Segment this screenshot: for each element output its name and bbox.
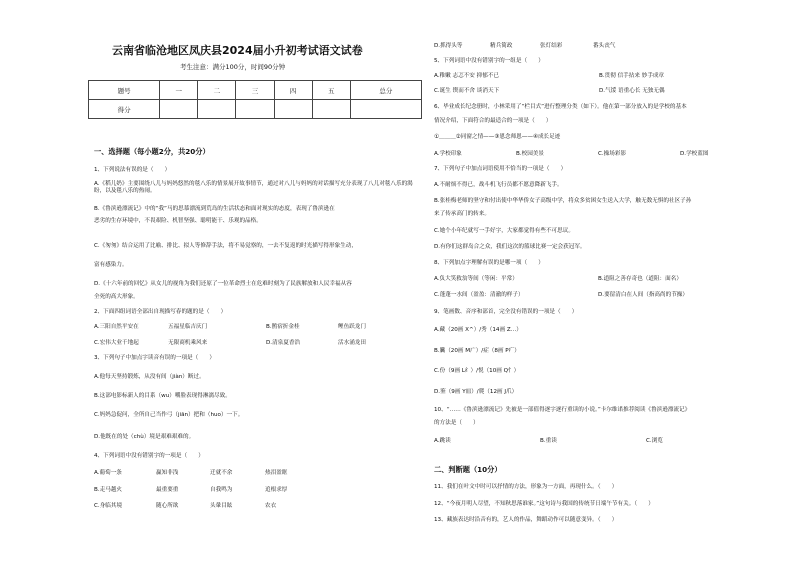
question-7-option-b: B.张桂梅老师的坚守和付出使中华华侨女子高级中学，将众多贫困女生送入大学，触无数无惧的社区子孙 [434, 198, 692, 204]
option: B.鹊宿折金桂 [266, 324, 300, 330]
question-12: 12、“今夜月明人尽望，不知秋思落谁家。”这句诗与我国的传统节日端午节有关。（ ） [434, 501, 654, 507]
option: 五福星临吉庆门 [168, 324, 208, 330]
question-4-options-row [94, 470, 287, 477]
question-10: 10、“……《鲁滨逊漂流记》先被是一部值得逐字逐行重读的小说。”卡尔维诺推荐阅读《鲁滨逊漂流记》 [434, 407, 691, 413]
question-7-option-b-cont: 来了传承高门的转来。 [434, 211, 490, 217]
question-8-options-row [434, 276, 682, 283]
option: 随心所欲 [156, 503, 179, 509]
question-1-option-b-cont: 恶劣的生存环境中，不畏艰险、机智坚强、聪明能干、乐观的品格。 [94, 218, 262, 224]
option: D.学校蓝图 [680, 151, 709, 157]
option: D.抓得头等 [434, 43, 463, 49]
question-1-option-d: D.《十六年前的回忆》从女儿的视角为我们还原了一位革命烈士在危难时刻为了民族解放和人民幸福从容 [94, 281, 352, 287]
option: C.操场彩影 [598, 151, 627, 157]
score-input-cell[interactable] [274, 100, 312, 119]
question-9-option-a: A.藏（20画 X^）/秀（14画 Z…） [434, 327, 522, 333]
option: 张灯结彩 [540, 43, 563, 49]
question-4-options-row [94, 503, 276, 510]
question-7-option-a: A.不耐烦不得已，战斗机飞行员都不愿意降新飞手。 [434, 182, 563, 188]
option: A.三阳自然平安在 [94, 324, 139, 330]
question-4-option-d-row [434, 43, 615, 50]
question-9-option-d: D.鉴（9画 Y皿）/爬（12画 J爪） [434, 389, 518, 395]
question-1-option-c-cont: 富有感染力。 [94, 262, 128, 268]
option: B.道阻之善存奇也（道阻：面名） [598, 276, 682, 282]
score-table-cell: 五 [312, 81, 350, 100]
score-input-cell[interactable] [160, 100, 198, 119]
score-table-cell: 二 [198, 81, 236, 100]
question-3: 3、下列句子中加点字读音有误的一项是（ ） [94, 355, 216, 361]
question-3-option-c: C.妈妈急促问，全所自己当作弓（jiān）把和（huo）一下。 [94, 412, 244, 418]
question-9-option-c: C.份（9画 L纟）/悦（10画 Q忄） [434, 368, 520, 374]
option: A.葡萄一条 [94, 470, 122, 476]
score-input-cell[interactable] [198, 100, 236, 119]
question-1-option-c: C.《匆匆》结合运用了比喻、排比、拟人等修辞手法，将不易觉察的，一去不复返的时光描写得形象生动， [94, 243, 357, 249]
option: A.稚嫩 志忑不安 抑郁不已 [434, 73, 500, 79]
score-input-cell[interactable] [350, 100, 421, 119]
score-table-score-row [89, 100, 422, 119]
question-1-option-a: A.《稻儿奶》主要围绕八儿与妈妈悠然的毯八乐的情景展开故事情节，通过对八儿与妈妈的对话描写充分表现了八儿对毯八乐的渴盼，以及毯八乐的热闹。 [94, 181, 413, 194]
score-table-row-label: 得分 [89, 100, 160, 119]
option: B.贯彻 信手拈来 妙手成章 [599, 73, 665, 79]
option: 赢知非浅 [156, 470, 179, 476]
question-6-cont: 情况介绍，下面符合的最适合的一项是（ ） [434, 118, 552, 124]
score-table [88, 80, 422, 119]
question-10-options-row [434, 438, 663, 445]
score-table-header-row [89, 81, 422, 100]
question-3-option-d: D.他既在的处（chù）境是艰难艰难的。 [94, 434, 195, 440]
question-8-options-row [434, 292, 688, 299]
option: 鲤鱼跃龙门 [338, 324, 366, 330]
section-heading-judgement: 二、判断题（10分） [434, 465, 502, 474]
option: A.跳读 [434, 438, 451, 444]
option: 无限商机乘风来 [168, 340, 208, 346]
exam-title: 云南省临沧地区凤庆县2024届小升初考试语文试卷 [112, 44, 363, 57]
option: 迁就不余 [210, 470, 233, 476]
question-13: 13、藏族表达时沿音有的，艺人的作品，舞蹈动作可以随意变异。（ ） [434, 517, 618, 523]
question-9: 9、笔画数、音序和部首，完全没有错误的一项是（ ） [434, 309, 578, 315]
option: C.蓬蓬一水间（盈盈：清澈的样子） [434, 292, 524, 298]
question-5: 5、下列词语中没有错别字的一组是（ ） [434, 58, 544, 64]
section-heading-choice: 一、选择题（每小题2分，共20分） [94, 147, 210, 156]
question-4-options-row [94, 487, 287, 494]
question-3-option-b: B.这部电影标新人的目系（wu）嚼脸表现得淋漓尽致。 [94, 393, 231, 399]
question-10-cont: 的方法是（ ） [434, 420, 479, 426]
question-11: 11、我们在叶文中时可以抒情的方法，形象为一方面，再现什么。（ ） [434, 484, 618, 490]
option: 热泪盈眶 [265, 470, 288, 476]
option: 农衣 [265, 503, 277, 509]
score-table-cell: 一 [160, 81, 198, 100]
option: C.宏伟大业千地起 [94, 340, 139, 346]
option: A.学校印象 [434, 151, 462, 157]
question-4: 4、下列词语中没有错别字的一项是（ ） [94, 453, 204, 459]
option: D.清泉夏香浩 [266, 340, 301, 346]
question-6-outline: ①＿＿＿②同窗之情——③恩念师恩——④成长足迹 [434, 134, 561, 140]
question-8: 8、下列加点字理解有误的是哪一项（ ） [434, 260, 544, 266]
option: B.重读 [540, 438, 557, 444]
score-input-cell[interactable] [236, 100, 274, 119]
option: 头暈目眩 [210, 503, 233, 509]
question-2-options-row [94, 340, 366, 347]
option: 最重要重 [156, 487, 179, 493]
question-7: 7、下列句子中加点词语使用不恰当的一项是（ ） [434, 166, 567, 172]
option: B.校园美景 [516, 151, 544, 157]
question-6-options-row [434, 151, 708, 158]
option: 番头丧气 [593, 43, 616, 49]
option: 追根求厚 [265, 487, 288, 493]
option: D.气馁 语重心长 无独无偶 [599, 88, 665, 94]
question-6: 6、毕业成长纪念册时，小林采用了“栏目式”进行整理分类（如下）。他在第一部分放入的是学校的基本 [434, 104, 687, 110]
option: C.诞生 锲而不舍 谈消天下 [434, 88, 500, 94]
option: B.走马越火 [94, 487, 122, 493]
option: A.负大笑救翁等间（等闲：平常） [434, 276, 518, 282]
question-9-option-b: B.臟（20画 M广）/症（8画 P疒） [434, 348, 520, 354]
question-1: 1、下列说法有误的是（ ） [94, 167, 171, 173]
question-2: 2、下面四组词语全部出自现描写春的题的是（ ） [94, 309, 227, 315]
question-7-option-d: D.有你们这群岛合之众，我们这次的篮球比赛一定会获冠军。 [434, 244, 586, 250]
question-7-option-c: C.她个小年纪就写一手好字，大家都觉得有些不可思议。 [434, 228, 574, 234]
exam-note: 考生注意：满分100分，时间90分钟 [180, 63, 286, 71]
option: D.要留清白在人间（指高尚的节操） [598, 292, 688, 298]
option: 精兵简政 [490, 43, 513, 49]
option: 自我鸣为 [210, 487, 233, 493]
question-5-options-row [434, 73, 664, 80]
option: C.浏览 [646, 438, 663, 444]
question-3-option-a: A.他每天坚持锻炼，从没有间（jiàn）断过。 [94, 374, 205, 380]
question-1-option-b: B.《鲁滨逊漂流记》中的“我”马的思慕漂流到荒岛的生活状态和面对现实的态度，表现了鲁滨逊在 [94, 206, 335, 212]
score-table-cell: 总分 [350, 81, 421, 100]
option: C.身临其境 [94, 503, 123, 509]
score-table-cell: 四 [274, 81, 312, 100]
question-1-option-d-cont: 全死的高大形象。 [94, 294, 139, 300]
score-table-cell: 三 [236, 81, 274, 100]
question-2-options-row [94, 324, 366, 331]
question-5-options-row [434, 88, 665, 95]
option: 活水涌龙田 [338, 340, 366, 346]
score-input-cell[interactable] [312, 100, 350, 119]
score-table-cell: 题号 [89, 81, 160, 100]
